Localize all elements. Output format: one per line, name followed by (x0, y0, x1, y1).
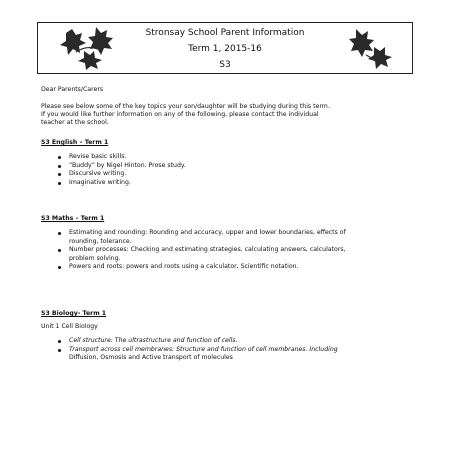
list-item: Number processes: Checking and estimating strategies, calculating answers, calculators, (41, 246, 346, 255)
list-item-continuation: rounding, tolerance. (69, 237, 132, 245)
header-title: Stronsay School Parent Information (145, 28, 305, 38)
list-item: Cell structure: The ultrastructure and function of cells. (41, 337, 338, 346)
list-item: Discursive writing. (41, 170, 186, 179)
biology-heading: S3 Biology- Term 1 (41, 310, 107, 317)
list-item-continuation: Diffusion, Osmosis and Active transport of molecules (69, 354, 233, 362)
intro-line-3: teacher at the school. (41, 119, 109, 126)
list-item: Imaginative writing. (41, 179, 186, 188)
intro-line-1: Please see below some of the key topics your son/daughter will be studying during this term. (41, 103, 330, 110)
header-box (37, 22, 413, 74)
header-year: S3 (219, 60, 231, 70)
english-heading: S3 English – Term 1 (41, 139, 109, 146)
list-item: Powers and roots: powers and roots using a calculator, Scientific notation. (41, 263, 346, 272)
maths-list (41, 229, 346, 272)
english-list (41, 153, 186, 187)
biology-list (41, 337, 338, 363)
header-term: Term 1, 2015-16 (188, 44, 262, 54)
list-item: Revise basic skills. (41, 153, 186, 162)
maths-heading: S3 Maths – Term 1 (41, 215, 105, 222)
biology-unit: Unit 1 Cell Biology (41, 323, 98, 330)
list-item: Estimating and rounding: Rounding and accuracy, upper and lower boundaries, effects of (41, 229, 346, 238)
intro-line-2: If you would like further information on any of the following, please contact the individual (41, 111, 319, 118)
list-item-continuation: problem solving. (69, 254, 121, 262)
greeting: Dear Parents/Carers (41, 86, 104, 93)
list-item: “Buddy” by Nigel Hinton. Prose study. (41, 162, 186, 171)
list-item: Transport across cell membranes: Structure and function of cell membranes. Including (41, 346, 338, 355)
